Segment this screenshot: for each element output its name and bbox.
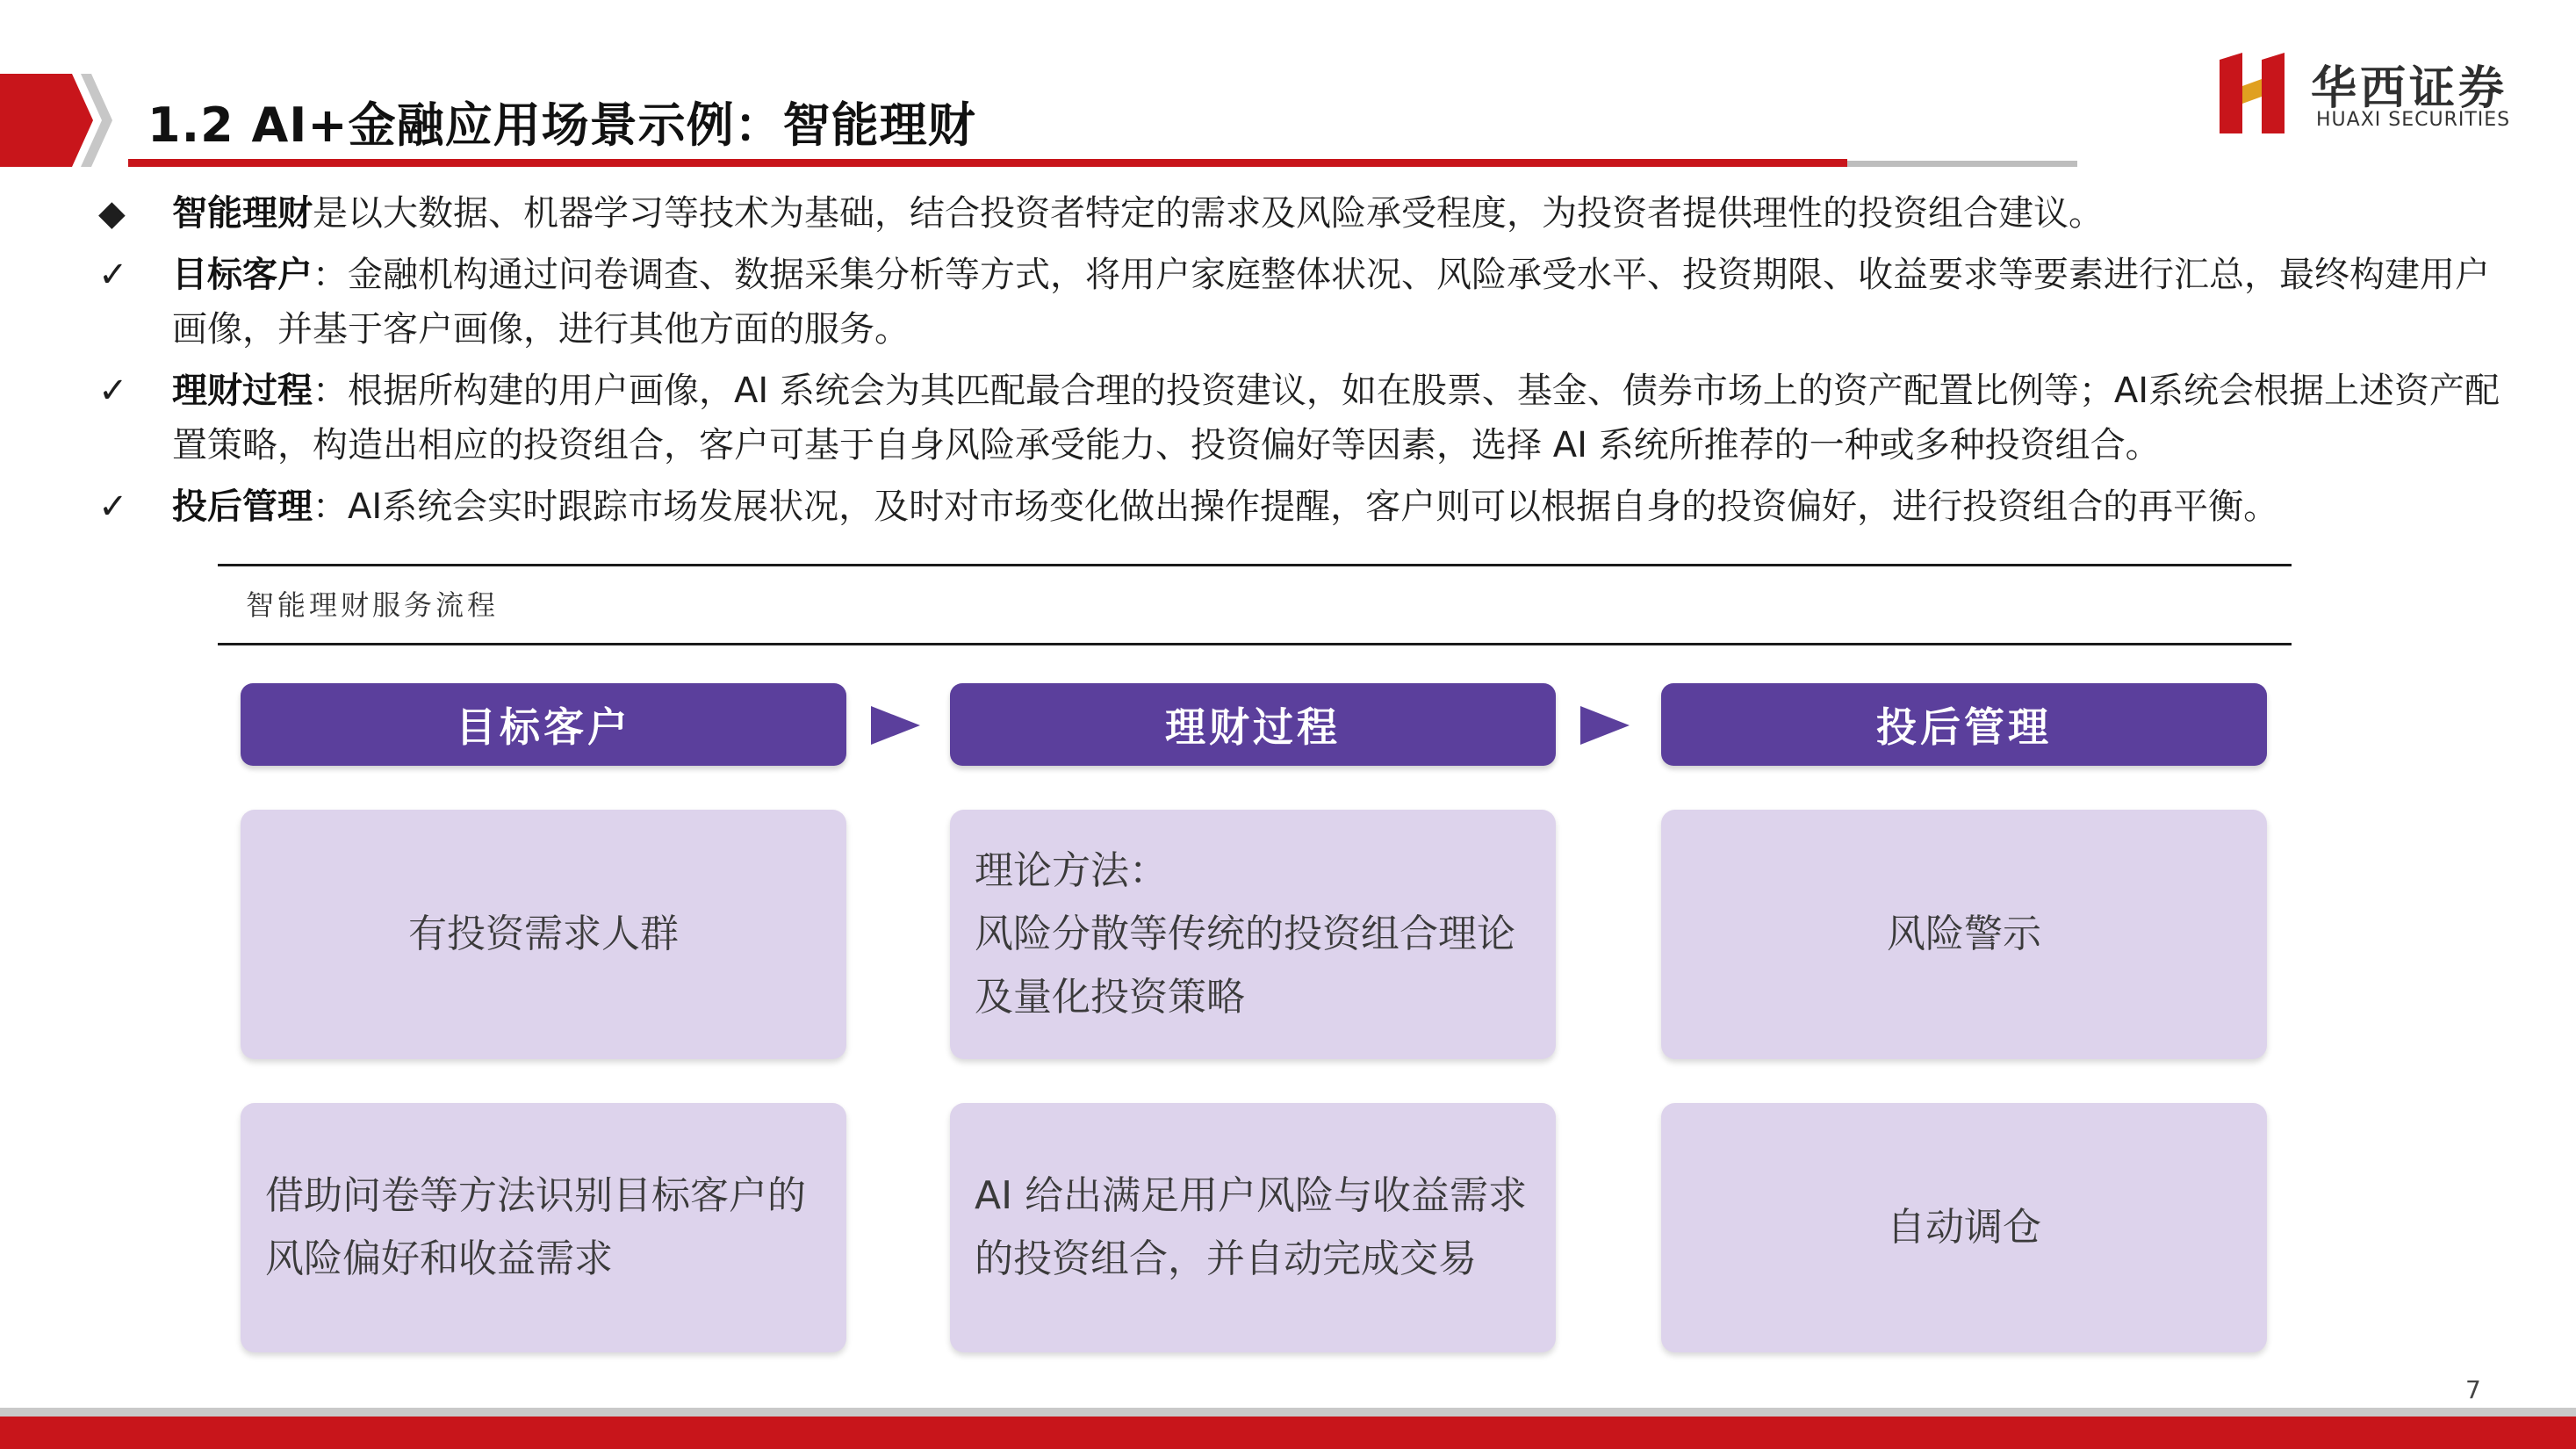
bullet-term: 目标客户 — [172, 255, 313, 295]
flow-header-process: 理财过程 — [950, 683, 1556, 766]
flow-header-target-clients: 目标客户 — [241, 683, 846, 766]
flow-card-text: 风险警示 — [1887, 912, 2041, 956]
bullet-term: 投后管理 — [172, 487, 313, 527]
bullet-term: 理财过程 — [172, 371, 313, 411]
flow-card-text: 理论方法： 风险分散等传统的投资组合理论及量化投资策略 — [975, 848, 1515, 1020]
flow-card-text: 借助问卷等方法识别目标客户的风险偏好和收益需求 — [265, 1173, 806, 1281]
flow-arrow-icon — [869, 704, 922, 746]
flow-card-text: AI 给出满足用户风险与收益需求的投资组合，并自动完成交易 — [975, 1173, 1528, 1281]
page-title: 1.2 AI+金融应用场景示例：智能理财 — [148, 97, 976, 153]
flow-card — [1661, 1103, 2267, 1352]
logo-english-name: HUAXI SECURITIES — [2316, 109, 2511, 131]
bullet-item — [98, 364, 2522, 472]
title-underline — [128, 159, 1847, 167]
footer-grey-band — [0, 1408, 2576, 1417]
flow-card-text: 有投资需求人群 — [408, 912, 679, 956]
page-number: 7 — [2465, 1375, 2481, 1404]
bullet-item — [98, 248, 2522, 357]
checkmark-icon: ✓ — [98, 371, 128, 411]
bullet-text: ：金融机构通过问卷调查、数据采集分析等方式，将用户家庭整体状况、风险承受水平、投资期限、收益要求等要素进行汇总，最终构建用户画像，并基于客户画像，进行其他方面的服务。 — [172, 255, 2490, 350]
bullet-list — [98, 186, 2522, 541]
title-chevron-icon — [0, 74, 112, 167]
flow-card — [1661, 810, 2267, 1059]
bullet-item — [98, 186, 2522, 241]
flow-caption: 智能理财服务流程 — [246, 588, 500, 622]
checkmark-icon: ✓ — [98, 255, 128, 295]
flow-card-text: 自动调仓 — [1887, 1205, 2041, 1250]
diamond-bullet-icon: ◆ — [98, 193, 126, 234]
checkmark-icon: ✓ — [98, 487, 128, 527]
bullet-item — [98, 479, 2522, 534]
flow-card — [241, 810, 846, 1059]
bullet-term: 智能理财 — [172, 193, 313, 234]
bullet-text: ：AI系统会实时跟踪市场发展状况，及时对市场变化做出操作提醒，客户则可以根据自身的投资偏好，进行投资组合的再平衡。 — [313, 487, 2279, 527]
flow-header-post-investment: 投后管理 — [1661, 683, 2267, 766]
section-bottom-rule — [218, 643, 2292, 645]
title-underline-tail — [1847, 161, 2077, 167]
bullet-text: ：根据所构建的用户画像，AI 系统会为其匹配最合理的投资建议，如在股票、基金、债券市场上的资产配置比例等；AI系统会根据上述资产配置策略，构造出相应的投资组合，客户可基于自身风险承受能力、投资偏好等因素，选择 AI 系统所推荐的一种或多种投资组合。 — [172, 371, 2500, 465]
flow-card — [241, 1103, 846, 1352]
bullet-text: 是以大数据、机器学习等技术为基础，结合投资者特定的需求及风险承受程度，为投资者提供理性的投资组合建议。 — [313, 193, 2104, 234]
huaxi-logo-icon — [2216, 53, 2288, 133]
flow-card — [950, 1103, 1556, 1352]
footer-red-band — [0, 1417, 2576, 1449]
flow-card — [950, 810, 1556, 1059]
section-top-rule — [218, 564, 2292, 566]
flow-arrow-icon — [1579, 704, 1631, 746]
logo-chinese-name: 华西证券 — [2311, 62, 2508, 115]
